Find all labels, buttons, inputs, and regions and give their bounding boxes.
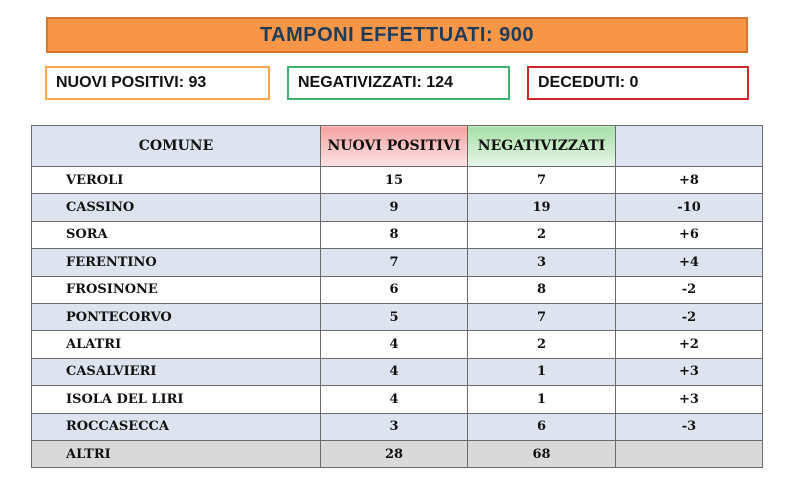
cell-delta: -3 xyxy=(616,413,763,440)
cell-delta: +6 xyxy=(616,221,763,248)
table-row xyxy=(32,276,763,303)
cell-negativizzati: 6 xyxy=(468,413,616,440)
cell-negativizzati: 19 xyxy=(468,194,616,221)
cell-negativizzati: 3 xyxy=(468,249,616,276)
table-row xyxy=(32,413,763,440)
cell-negativizzati: 8 xyxy=(468,276,616,303)
deceduti-box: DECEDUTI: 0 xyxy=(527,66,749,100)
comuni-table xyxy=(31,125,763,468)
table-row xyxy=(32,167,763,194)
cell-delta: +4 xyxy=(616,249,763,276)
header-negativizzati: NEGATIVIZZATI xyxy=(468,126,616,167)
table-row xyxy=(32,194,763,221)
cell-comune: FERENTINO xyxy=(32,249,321,276)
tamponi-banner: TAMPONI EFFETTUATI: 900 xyxy=(46,17,748,53)
table-row xyxy=(32,221,763,248)
cell-negativizzati: 7 xyxy=(468,303,616,330)
table-row xyxy=(32,249,763,276)
cell-negativizzati: 68 xyxy=(468,440,616,467)
header-delta xyxy=(616,126,763,167)
cell-positivi: 4 xyxy=(321,331,468,358)
cell-delta: -2 xyxy=(616,303,763,330)
cell-comune: CASSINO xyxy=(32,194,321,221)
cell-comune: ALATRI xyxy=(32,331,321,358)
cell-comune: VEROLI xyxy=(32,167,321,194)
cell-delta: -10 xyxy=(616,194,763,221)
cell-comune: SORA xyxy=(32,221,321,248)
table-row xyxy=(32,386,763,413)
negativizzati-box: NEGATIVIZZATI: 124 xyxy=(287,66,510,100)
cell-delta: +3 xyxy=(616,386,763,413)
cell-negativizzati: 2 xyxy=(468,331,616,358)
cell-delta: -2 xyxy=(616,276,763,303)
cell-comune: PONTECORVO xyxy=(32,303,321,330)
cell-positivi: 4 xyxy=(321,386,468,413)
table-row-altri xyxy=(32,440,763,467)
cell-positivi: 15 xyxy=(321,167,468,194)
cell-positivi: 6 xyxy=(321,276,468,303)
cell-positivi: 3 xyxy=(321,413,468,440)
nuovi-positivi-box: NUOVI POSITIVI: 93 xyxy=(45,66,270,100)
cell-positivi: 4 xyxy=(321,358,468,385)
cell-comune: ISOLA DEL LIRI xyxy=(32,386,321,413)
cell-negativizzati: 1 xyxy=(468,386,616,413)
table-row xyxy=(32,358,763,385)
cell-negativizzati: 1 xyxy=(468,358,616,385)
table-header-row xyxy=(32,126,763,167)
table-row xyxy=(32,331,763,358)
cell-positivi: 7 xyxy=(321,249,468,276)
header-nuovi-positivi: NUOVI POSITIVI xyxy=(321,126,468,167)
cell-comune: CASALVIERI xyxy=(32,358,321,385)
cell-delta: +3 xyxy=(616,358,763,385)
cell-delta: +2 xyxy=(616,331,763,358)
cell-positivi: 8 xyxy=(321,221,468,248)
cell-comune: ALTRI xyxy=(32,440,321,467)
cell-negativizzati: 7 xyxy=(468,167,616,194)
table-row xyxy=(32,303,763,330)
cell-comune: FROSINONE xyxy=(32,276,321,303)
header-comune: COMUNE xyxy=(32,126,321,167)
cell-delta: +8 xyxy=(616,167,763,194)
cell-positivi: 9 xyxy=(321,194,468,221)
cell-negativizzati: 2 xyxy=(468,221,616,248)
cell-delta xyxy=(616,440,763,467)
cell-positivi: 28 xyxy=(321,440,468,467)
cell-positivi: 5 xyxy=(321,303,468,330)
cell-comune: ROCCASECCA xyxy=(32,413,321,440)
